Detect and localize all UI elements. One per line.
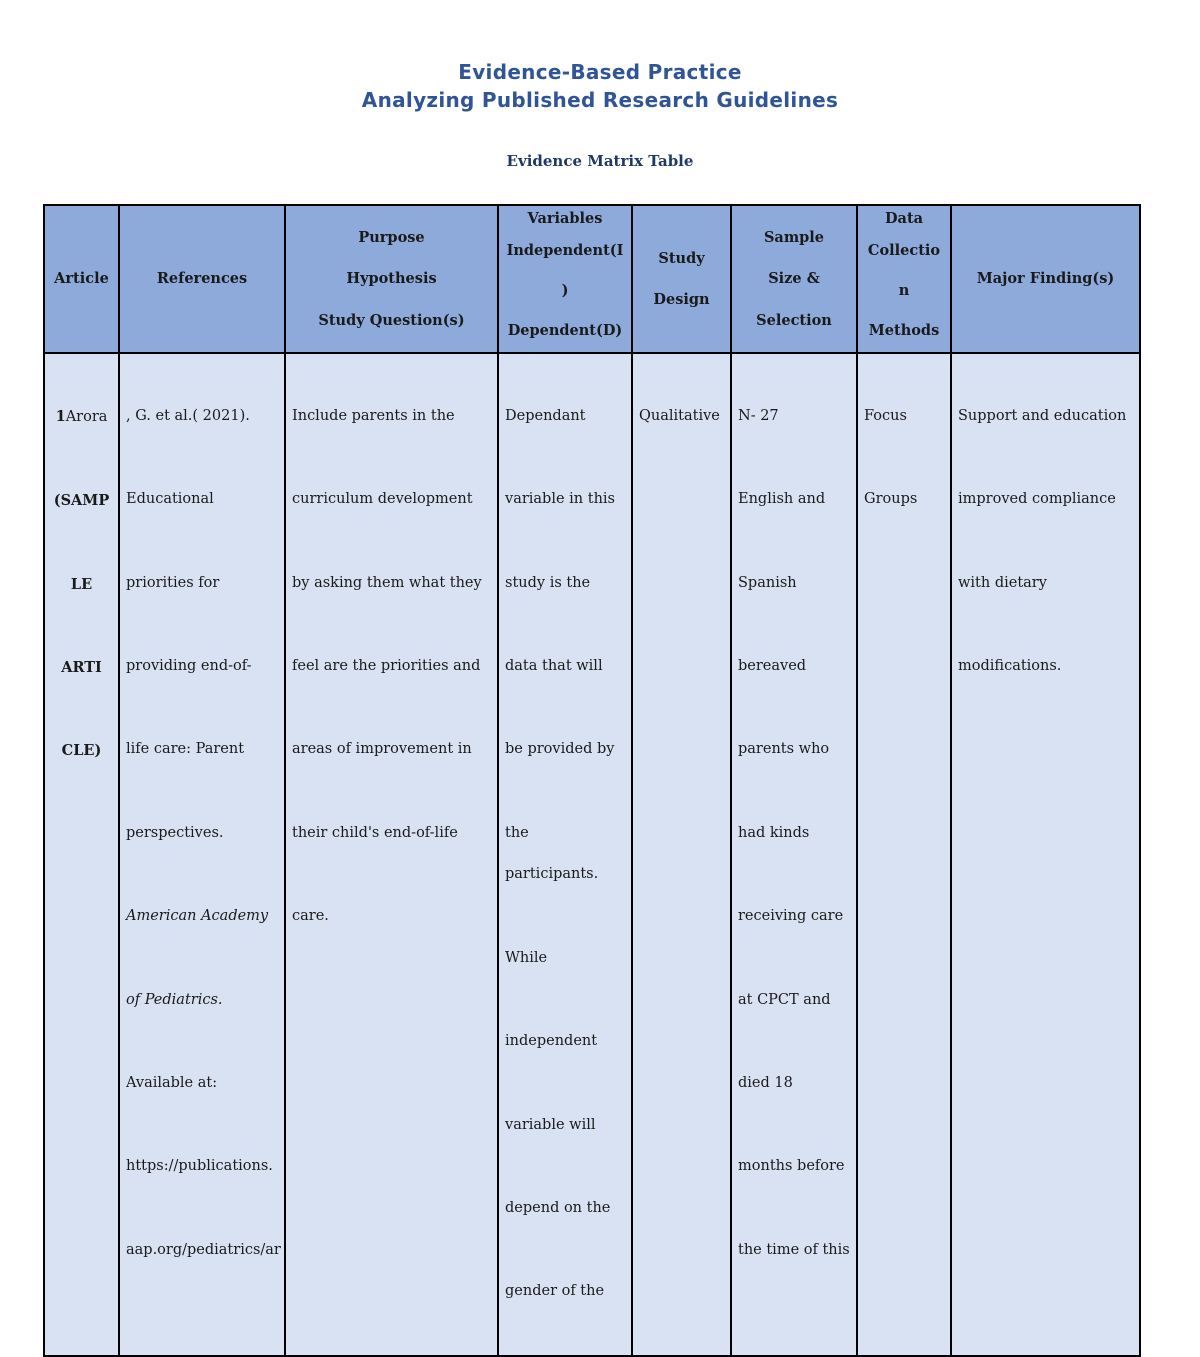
document-title (0, 58, 1200, 114)
cell-references: , G. et al.( 2021). Educational priorities for providing end-of- life care: Parent perspectives. American Academy of Pediatrics. Available at: https://publications. aap.org/pediatrics/ar (119, 353, 285, 1356)
header-study-design: Study Design (632, 205, 731, 353)
header-sample: Sample Size & Selection (731, 205, 857, 353)
article-number: 1 (55, 407, 66, 425)
table-subtitle: Evidence Matrix Table (506, 152, 694, 170)
header-data-collection: Data Collectio n Methods (857, 205, 951, 353)
header-major-findings: Major Finding(s) (951, 205, 1140, 353)
cell-variables: Dependant variable in this study is the data that will be provided by the participants. While independent variable will depend on the gender of the (498, 353, 632, 1356)
header-article: Article (44, 205, 119, 353)
title-line-1: Evidence-Based Practice (458, 60, 742, 84)
evidence-matrix-table (43, 204, 1141, 1357)
cell-data-collection: Focus Groups (857, 353, 951, 1356)
cell-study-design: Qualitative (632, 353, 731, 1356)
header-purpose: Purpose Hypothesis Study Question(s) (285, 205, 498, 353)
header-variables: Variables Independent(I ) Dependent(D) (498, 205, 632, 353)
title-line-2: Analyzing Published Research Guidelines (361, 88, 839, 112)
article-ref-start: Arora (65, 408, 108, 425)
cell-major-findings: Support and education improved compliance with dietary modifications. (951, 353, 1140, 1356)
header-row (44, 205, 1140, 353)
cell-purpose: Include parents in the curriculum development by asking them what they feel are the priorities and areas of improvement in their child's end-of-life care. (285, 353, 498, 1356)
cell-article: 1Arora (SAMP LE ARTI CLE) (44, 353, 119, 1356)
header-references: References (119, 205, 285, 353)
cell-sample: N- 27 English and Spanish bereaved parents who had kinds receiving care at CPCT and died 18 months before the time of this (731, 353, 857, 1356)
table-row (44, 353, 1140, 1356)
